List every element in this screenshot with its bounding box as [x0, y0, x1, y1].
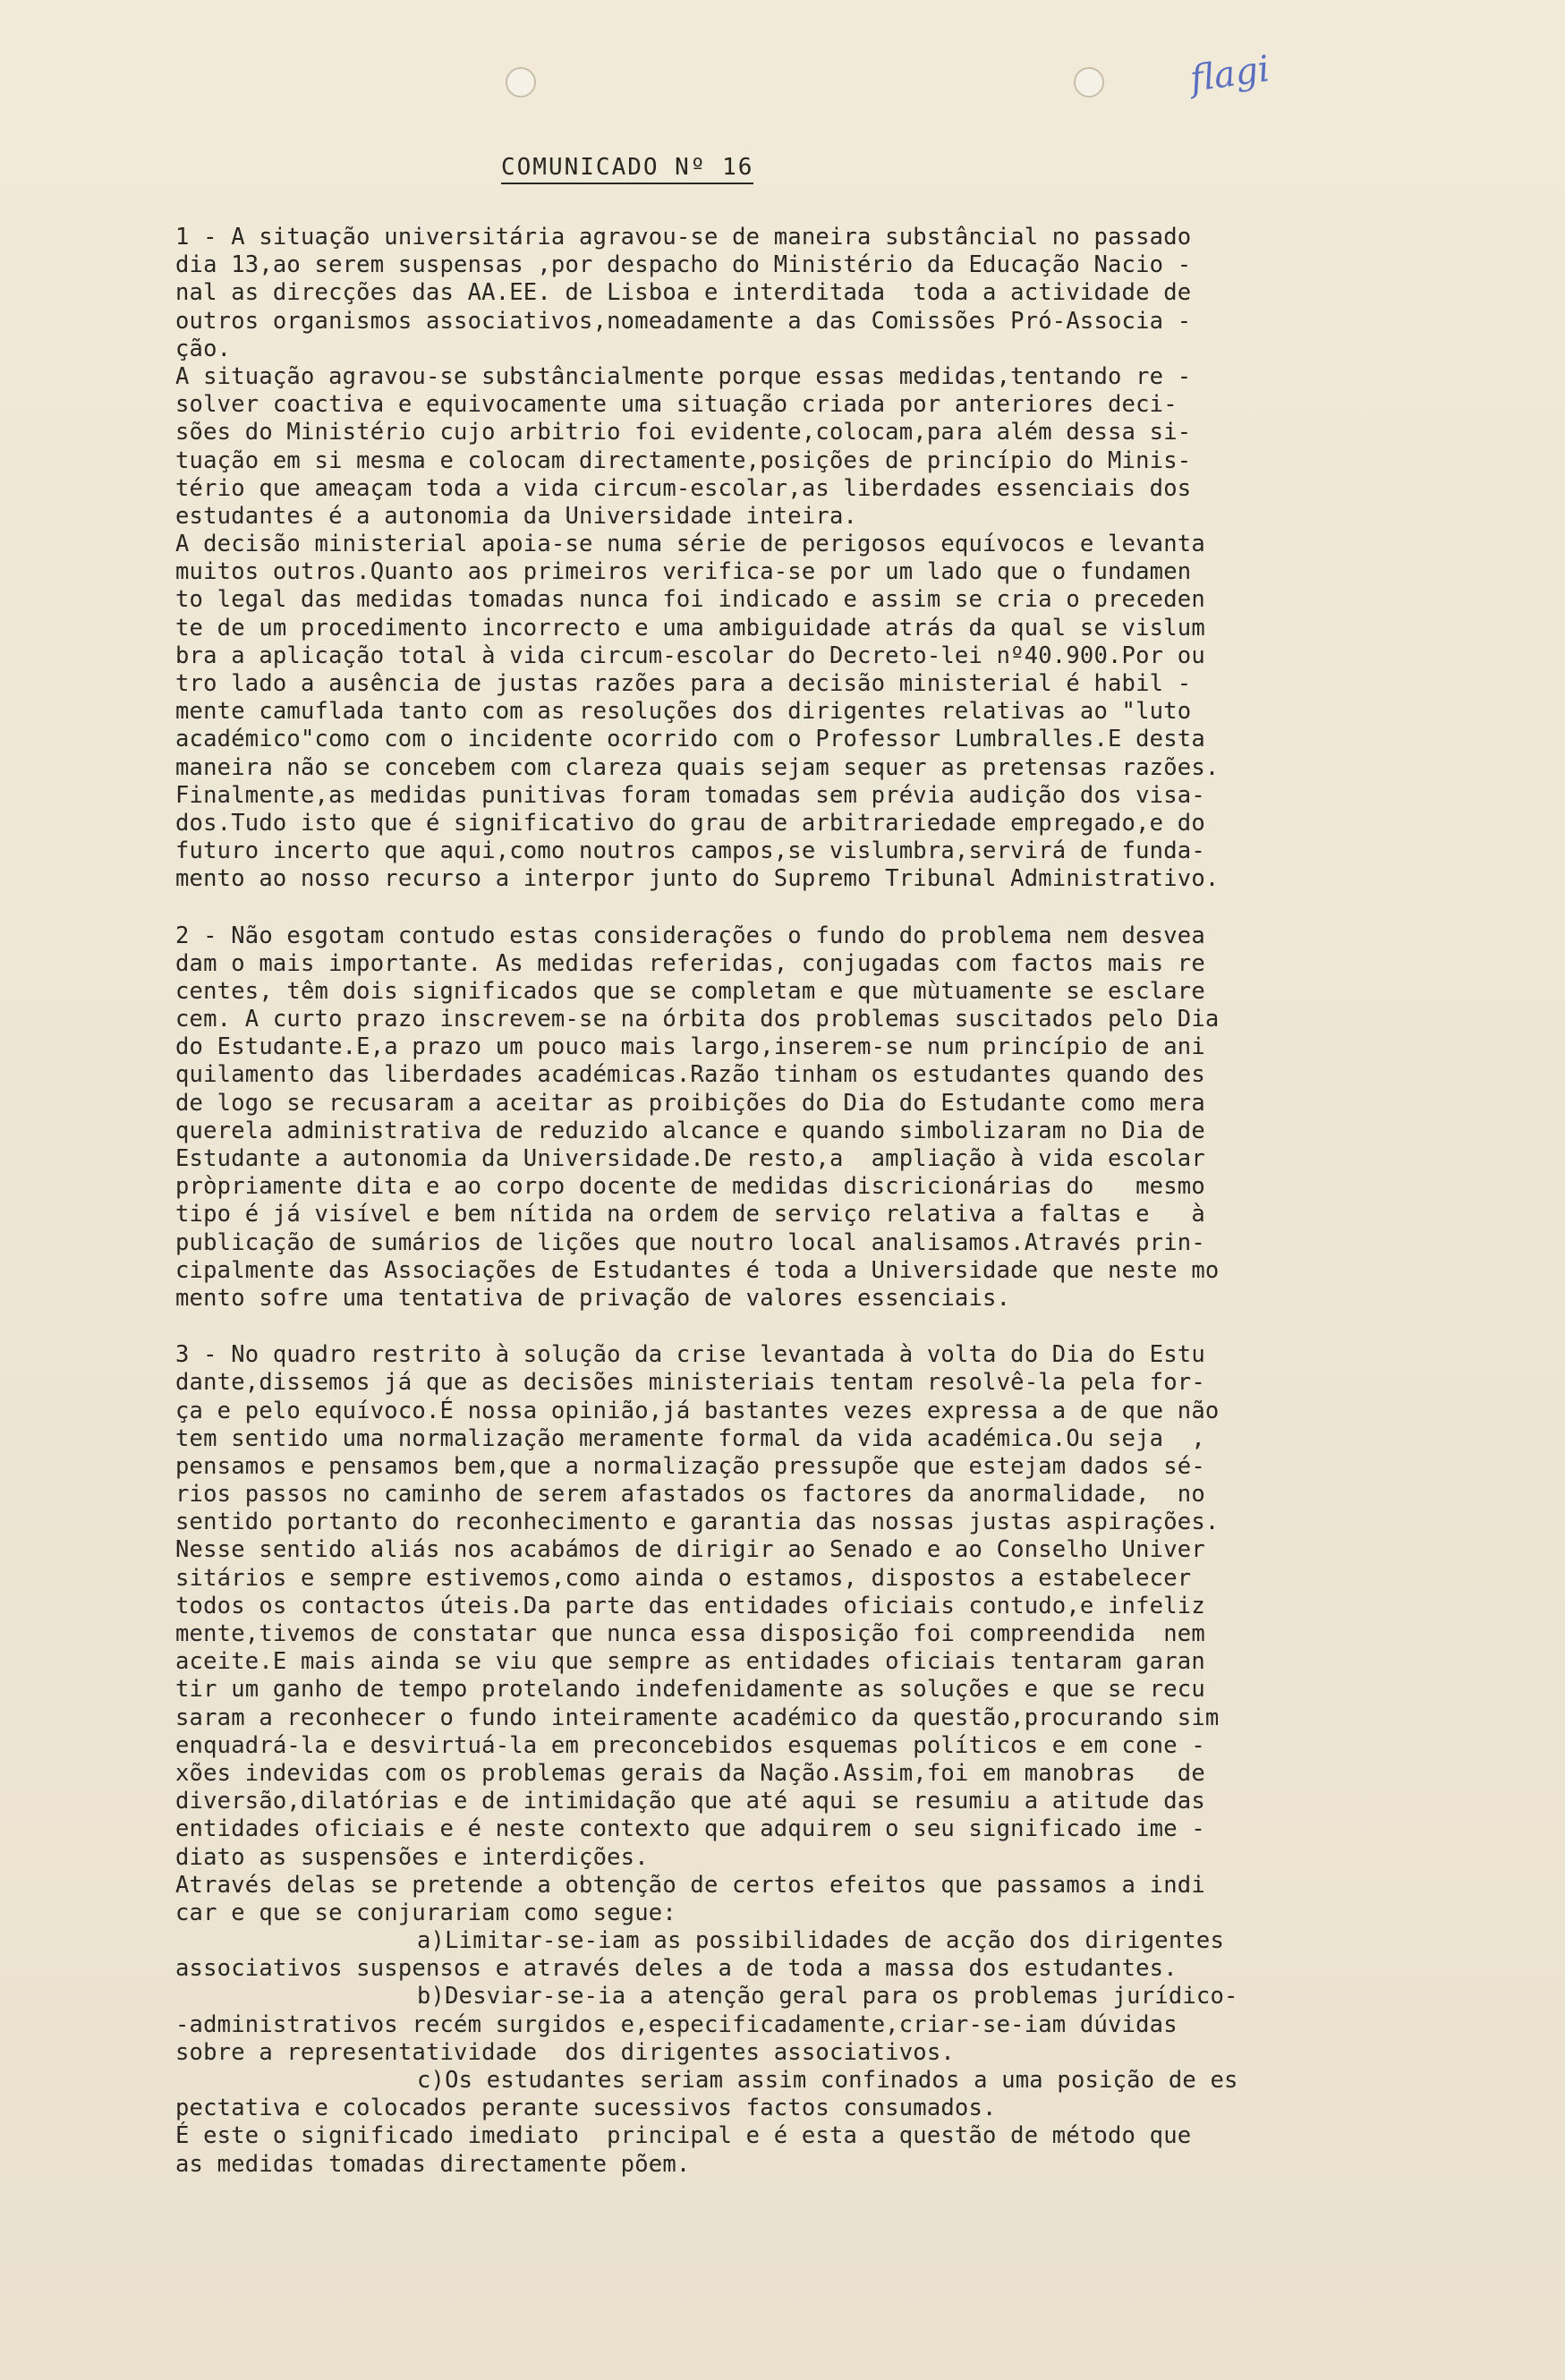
paragraph-line: aceite.E mais ainda se viu que sempre as entidades oficiais tentaram garan — [175, 1648, 1205, 1676]
paragraph-line: tir um ganho de tempo protelando indefenidamente as soluções e que se recu — [175, 1676, 1205, 1704]
document-body — [175, 224, 1383, 2179]
paragraph-line: dam o mais importante. As medidas referidas, conjugadas com factos mais re — [175, 949, 1205, 977]
paragraph-line: 1 - A situação universitária agravou-se de maneira substâncial no passado — [175, 224, 1192, 251]
paragraph-line: 3 - No quadro restrito à solução da crise levantada à volta do Dia do Estu — [175, 1341, 1205, 1369]
paragraph-line: solver coactiva e equivocamente uma situação criada por anteriores deci- — [175, 391, 1178, 419]
paragraph-line: Através delas se pretende a obtenção de certos efeitos que passamos a indi — [175, 1871, 1205, 1899]
paragraph-line: tipo é já visível e bem nítida na ordem de serviço relativa a faltas e à — [175, 1201, 1205, 1228]
paragraph-line: te de um procedimento incorrecto e uma ambiguidade atrás da qual se vislum — [175, 614, 1205, 642]
paragraph-line: todos os contactos úteis.Da parte das entidades oficiais contudo,e infeliz — [175, 1592, 1205, 1619]
paragraph-line: sitários e sempre estivemos,como ainda o estamos, dispostos a estabelecer — [175, 1564, 1192, 1592]
paragraph-line: publicação de sumários de lições que noutro local analisamos.Através prin- — [175, 1228, 1205, 1256]
paragraph-line: nal as direcções das AA.EE. de Lisboa e interditada toda a actividade de — [175, 279, 1192, 307]
paragraph-line: tem sentido uma normalização meramente formal da vida académica.Ou seja , — [175, 1424, 1205, 1452]
list-item-line: c)Os estudantes seriam assim confinados a uma posição de es — [417, 2067, 1238, 2094]
paragraph-line: diversão,dilatórias e de intimidação que até aqui se resumiu a atitude das — [175, 1788, 1205, 1815]
paragraph-line: quilamento das liberdades académicas.Razão tinham os estudantes quando des — [175, 1061, 1205, 1089]
paragraph-line: mente camuflada tanto com as resoluções dos dirigentes relativas ao "luto — [175, 698, 1192, 726]
paragraph-line: A situação agravou-se substâncialmente porque essas medidas,tentando re - — [175, 362, 1192, 390]
document-title: COMUNICADO Nº 16 — [501, 154, 753, 184]
paragraph-line: muitos outros.Quanto aos primeiros verifica-se por um lado que o fundamen — [175, 558, 1192, 586]
paragraph-line: do Estudante.E,a prazo um pouco mais largo,inserem-se num princípio de ani — [175, 1033, 1205, 1061]
list-item-line: associativos suspensos e através deles a de toda a massa dos estudantes. — [175, 1955, 1178, 1983]
paragraph-line: ça e pelo equívoco.É nossa opinião,já bastantes vezes expressa a de que não — [175, 1397, 1220, 1424]
paragraph-line: querela administrativa de reduzido alcance e quando simbolizaram no Dia de — [175, 1117, 1205, 1144]
paragraph-line: ção. — [175, 335, 232, 362]
paragraph-line: futuro incerto que aqui,como noutros campos,se vislumbra,servirá de funda- — [175, 837, 1205, 865]
paragraph-line: estudantes é a autonomia da Universidade inteira. — [175, 502, 858, 530]
paragraph-line: enquadrá-la e desvirtuá-la em preconcebidos esquemas políticos e em cone - — [175, 1731, 1205, 1759]
list-item-line: pectativa e colocados perante sucessivos factos consumados. — [175, 2095, 997, 2122]
paragraph-line: tro lado a ausência de justas razões para a decisão ministerial é habil - — [175, 670, 1192, 697]
paragraph-line: Nesse sentido aliás nos acabámos de dirigir ao Senado e ao Conselho Univer — [175, 1536, 1205, 1564]
paragraph-line: rios passos no caminho de serem afastados os factores da anormalidade, no — [175, 1481, 1205, 1509]
list-item-line: sobre a representatividade dos dirigentes associativos. — [175, 2038, 955, 2066]
paragraph-line: xões indevidas com os problemas gerais da Nação.Assim,foi em manobras de — [175, 1759, 1205, 1787]
paragraph-line: cipalmente das Associações de Estudantes é toda a Universidade que neste mo — [175, 1256, 1220, 1284]
paragraph-line: pensamos e pensamos bem,que a normalização pressupõe que estejam dados sé- — [175, 1452, 1205, 1480]
paragraph-line: bra a aplicação total à vida circum-escolar do Decreto-lei nº40.900.Por ou — [175, 642, 1205, 669]
paragraph-line: maneira não se concebem com clareza quais sejam sequer as pretensas razões. — [175, 753, 1220, 781]
punch-hole-left — [506, 67, 536, 98]
paragraph-line: cem. A curto prazo inscrevem-se na órbita dos problemas suscitados pelo Dia — [175, 1006, 1220, 1033]
paragraph-line: saram a reconhecer o fundo inteiramente académico da questão,procurando sim — [175, 1704, 1220, 1731]
paragraph-line: sões do Ministério cujo arbitrio foi evidente,colocam,para além dessa si- — [175, 419, 1192, 446]
paragraph-line: dos.Tudo isto que é significativo do grau de arbitrariedade empregado,e do — [175, 809, 1205, 837]
paragraph-gap — [175, 894, 1383, 922]
paragraph-line: académico"como com o incidente ocorrido com o Professor Lumbralles.E desta — [175, 726, 1205, 753]
paragraph-line: sentido portanto do reconhecimento e garantia das nossas justas aspirações. — [175, 1509, 1220, 1536]
paragraph-line: A decisão ministerial apoia-se numa série de perigosos equívocos e levanta — [175, 531, 1205, 558]
paragraph-line: de logo se recusaram a aceitar as proibições do Dia do Estudante como mera — [175, 1089, 1205, 1117]
paragraph-line: 2 - Não esgotam contudo estas considerações o fundo do problema nem desvea — [175, 922, 1205, 949]
paragraph-line: tério que ameaçam toda a vida circum-escolar,as liberdades essenciais dos — [175, 474, 1192, 502]
paragraph-line: car e que se conjurariam como segue: — [175, 1899, 676, 1926]
paragraph-line: dia 13,ao serem suspensas ,por despacho do Ministério da Educação Nacio - — [175, 251, 1192, 279]
punch-hole-right — [1074, 67, 1104, 98]
paragraph-gap — [175, 1313, 1383, 1341]
paragraph-line: entidades oficiais e é neste contexto que adquirem o seu significado ime - — [175, 1815, 1205, 1843]
paragraph-line: pròpriamente dita e ao corpo docente de medidas discricionárias do mesmo — [175, 1173, 1205, 1201]
paragraph-line: centes, têm dois significados que se completam e que mùtuamente se esclare — [175, 977, 1205, 1005]
paragraph-line: mento ao nosso recurso a interpor junto do Supremo Tribunal Administrativo. — [175, 865, 1220, 893]
paragraph-line: Finalmente,as medidas punitivas foram tomadas sem prévia audição dos visa- — [175, 781, 1205, 809]
closing-line: as medidas tomadas directamente põem. — [175, 2150, 691, 2178]
closing-line: É este o significado imediato principal e é esta a questão de método que — [175, 2122, 1192, 2150]
list-item-line: -administrativos recém surgidos e,especificadamente,criar-se-iam dúvidas — [175, 2010, 1178, 2038]
paragraph-line: diato as suspensões e interdições. — [175, 1843, 649, 1871]
paragraph-line: tuação em si mesma e colocam directamente,posições de princípio do Minis- — [175, 446, 1192, 474]
paragraph-line: mente,tivemos de constatar que nunca essa disposição foi compreendida nem — [175, 1620, 1205, 1647]
handwritten-note: flagi — [1187, 48, 1272, 100]
list-item-line: a)Limitar-se-iam as possibilidades de acção dos dirigentes — [417, 1927, 1225, 1955]
paragraph-line: outros organismos associativos,nomeadamente a das Comissões Pró-Associa - — [175, 307, 1192, 335]
paragraph-line: dante,dissemos já que as decisões ministeriais tentam resolvê-la pela for- — [175, 1369, 1205, 1397]
paragraph-line: to legal das medidas tomadas nunca foi indicado e assim se cria o preceden — [175, 586, 1205, 614]
paragraph-line: Estudante a autonomia da Universidade.De resto,a ampliação à vida escolar — [175, 1145, 1205, 1172]
paragraph-line: mento sofre uma tentativa de privação de valores essenciais. — [175, 1284, 1011, 1312]
list-item-line: b)Desviar-se-ia a atenção geral para os problemas jurídico- — [417, 1983, 1238, 2010]
